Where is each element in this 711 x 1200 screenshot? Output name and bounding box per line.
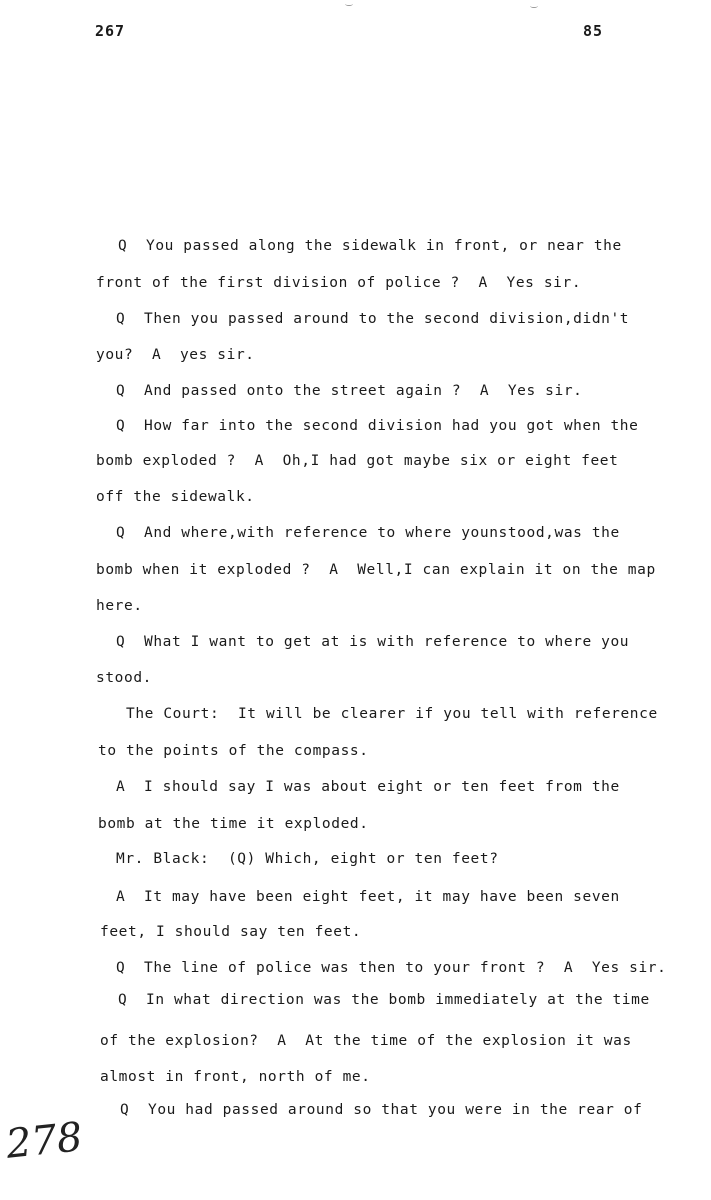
transcript-line: Q Then you passed around to the second division,didn't xyxy=(116,311,630,327)
transcript-line: bomb at the time it exploded. xyxy=(98,816,369,832)
transcript-line: Q And passed onto the street again ? A Yes sir. xyxy=(116,383,583,399)
transcript-line: Q You had passed around so that you were in the rear of xyxy=(120,1102,643,1118)
transcript-line: off the sidewalk. xyxy=(96,489,255,505)
transcript-line: Q You passed along the sidewalk in front, or near the xyxy=(118,238,622,254)
paper-mark xyxy=(345,2,353,6)
transcript-line: to the points of the compass. xyxy=(98,743,369,759)
transcript-line: front of the first division of police ? A Yes sir. xyxy=(96,275,582,291)
transcript-line: Q What I want to get at is with reference to where you xyxy=(116,634,630,650)
transcript-line: bomb when it exploded ? A Well,I can explain it on the map xyxy=(96,562,656,578)
transcript-line: feet, I should say ten feet. xyxy=(100,924,362,940)
transcript-line: The Court: It will be clearer if you tell with reference xyxy=(126,706,658,722)
transcript-line: here. xyxy=(96,598,143,614)
handwritten-margin-note: 278 xyxy=(3,1114,85,1168)
transcript-line: Mr. Black: (Q) Which, eight or ten feet? xyxy=(116,851,499,867)
transcript-line: of the explosion? A At the time of the explosion it was xyxy=(100,1033,632,1049)
transcript-line: Q The line of police was then to your front ? A Yes sir. xyxy=(116,960,667,976)
transcript-line: stood. xyxy=(96,670,152,686)
transcript-line: almost in front, north of me. xyxy=(100,1069,371,1085)
transcript-line: bomb exploded ? A Oh,I had got maybe six or eight feet xyxy=(96,453,619,469)
paper-mark xyxy=(530,4,538,8)
page-number-right: 85 xyxy=(583,22,604,40)
transcript-line: Q And where,with reference to where younstood,was the xyxy=(116,525,620,541)
page-number-left: 267 xyxy=(95,22,126,40)
transcript-line: Q How far into the second division had you got when the xyxy=(116,418,639,434)
transcript-line: A I should say I was about eight or ten feet from the xyxy=(116,779,620,795)
transcript-line: you? A yes sir. xyxy=(96,347,255,363)
transcript-line: A It may have been eight feet, it may have been seven xyxy=(116,889,620,905)
transcript-line: Q In what direction was the bomb immediately at the time xyxy=(118,992,650,1008)
